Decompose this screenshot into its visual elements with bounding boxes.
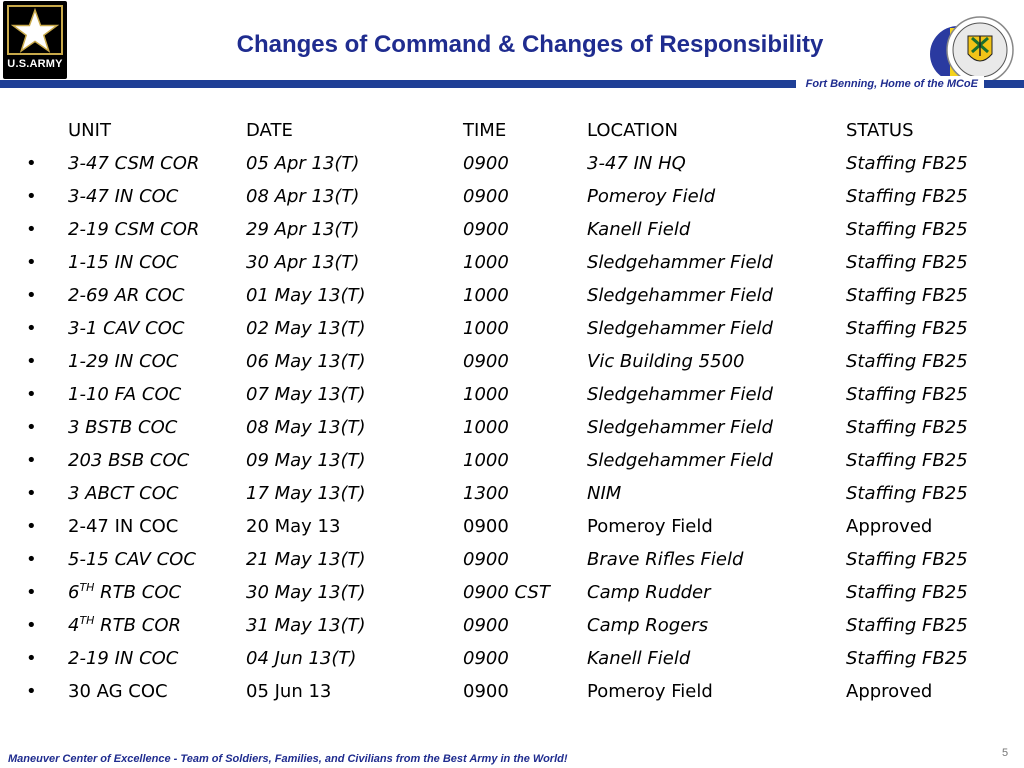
bullet-icon: •: [26, 153, 37, 174]
cell-date: 08 May 13(T): [246, 417, 366, 438]
table-row: [0, 510, 1024, 543]
cell-status: Staffing FB25: [846, 450, 968, 471]
column-header-time: TIME: [463, 120, 507, 141]
cell-unit: 1-29 IN COC: [68, 351, 179, 372]
bullet-icon: •: [26, 681, 37, 702]
cell-location: Pomeroy Field: [587, 186, 716, 207]
cell-date: 21 May 13(T): [246, 549, 366, 570]
bullet-icon: •: [26, 417, 37, 438]
cell-location: 3-47 IN HQ: [587, 153, 686, 174]
cell-unit: 1-10 FA COC: [68, 384, 182, 405]
page-number: 5: [1002, 747, 1009, 759]
cell-status: Staffing FB25: [846, 318, 968, 339]
cell-time: 0900: [463, 219, 509, 240]
cell-time: 1000: [463, 318, 509, 339]
army-star-icon: [10, 7, 60, 53]
cell-location: Kanell Field: [587, 219, 691, 240]
table-row: [0, 477, 1024, 510]
cell-location: Sledgehammer Field: [587, 417, 773, 438]
cell-date: 31 May 13(T): [246, 615, 366, 636]
bullet-icon: •: [26, 615, 37, 636]
cell-date: 09 May 13(T): [246, 450, 366, 471]
cell-date: 04 Jun 13(T): [246, 648, 357, 669]
cell-unit: 1-15 IN COC: [68, 252, 179, 273]
army-logo-label: U.S.ARMY: [7, 58, 63, 70]
table-row: [0, 576, 1024, 609]
cell-status: Staffing FB25: [846, 582, 968, 603]
cell-date: 07 May 13(T): [246, 384, 366, 405]
cell-unit: [68, 576, 181, 609]
cell-unit-ordinal: TH: [79, 614, 95, 627]
cell-unit: 2-69 AR COC: [68, 285, 185, 306]
header-subtitle: Fort Benning, Home of the MCoE: [796, 76, 984, 90]
cell-status: Approved: [846, 516, 933, 537]
header-divider-bar-end: [992, 80, 1024, 88]
cell-unit: 2-47 IN COC: [68, 516, 179, 537]
cell-status: Staffing FB25: [846, 417, 968, 438]
cell-date: 29 Apr 13(T): [246, 219, 360, 240]
cell-time: 0900 CST: [463, 582, 550, 603]
cell-time: 0900: [463, 681, 509, 702]
cell-time: 0900: [463, 648, 509, 669]
cell-unit-number: 4: [68, 615, 80, 636]
cell-location: Camp Rudder: [587, 582, 711, 603]
table-row: [0, 147, 1024, 180]
cell-location: Sledgehammer Field: [587, 285, 773, 306]
bullet-icon: •: [26, 252, 37, 273]
cell-location: Kanell Field: [587, 648, 691, 669]
cell-unit: 3 ABCT COC: [68, 483, 179, 504]
cell-status: Staffing FB25: [846, 384, 968, 405]
cell-status: Staffing FB25: [846, 648, 968, 669]
cell-unit-ordinal: TH: [79, 581, 95, 594]
cell-unit: 3-47 IN COC: [68, 186, 179, 207]
cell-time: 0900: [463, 549, 509, 570]
table-row: [0, 411, 1024, 444]
cell-status: Staffing FB25: [846, 285, 968, 306]
cell-unit: 3-1 CAV COC: [68, 318, 185, 339]
column-header-status: STATUS: [846, 120, 914, 141]
table-row: [0, 279, 1024, 312]
cell-status: Staffing FB25: [846, 252, 968, 273]
cell-time: 1000: [463, 450, 509, 471]
bullet-icon: •: [26, 351, 37, 372]
cell-status: Staffing FB25: [846, 549, 968, 570]
cell-location: Sledgehammer Field: [587, 252, 773, 273]
table-row: [0, 444, 1024, 477]
cell-status: Approved: [846, 681, 933, 702]
table-header-row: [0, 114, 1024, 147]
cell-time: 1000: [463, 417, 509, 438]
cell-date: 20 May 13: [246, 516, 341, 537]
cell-status: Staffing FB25: [846, 186, 968, 207]
bullet-icon: •: [26, 648, 37, 669]
cell-unit-rest: RTB COR: [94, 615, 181, 636]
bullet-icon: •: [26, 450, 37, 471]
cell-time: 0900: [463, 186, 509, 207]
cell-status: Staffing FB25: [846, 483, 968, 504]
cell-location: Vic Building 5500: [587, 351, 745, 372]
cell-status: Staffing FB25: [846, 351, 968, 372]
bullet-icon: •: [26, 384, 37, 405]
cell-status: Staffing FB25: [846, 615, 968, 636]
table-row: [0, 180, 1024, 213]
table-row: [0, 609, 1024, 642]
cell-location: NIM: [587, 483, 622, 504]
bullet-icon: •: [26, 483, 37, 504]
table-row: [0, 543, 1024, 576]
cell-date: 30 May 13(T): [246, 582, 366, 603]
bullet-icon: •: [26, 318, 37, 339]
cell-location: Camp Rogers: [587, 615, 709, 636]
cell-date: 06 May 13(T): [246, 351, 366, 372]
footer-text: Maneuver Center of Excellence - Team of Soldiers, Families, and Civilians from the Best Army in the World!: [8, 753, 568, 765]
table-row: [0, 378, 1024, 411]
cell-time: 1000: [463, 252, 509, 273]
cell-date: 30 Apr 13(T): [246, 252, 360, 273]
cell-time: 0900: [463, 516, 509, 537]
cell-time: 1000: [463, 384, 509, 405]
cell-date: 08 Apr 13(T): [246, 186, 360, 207]
cell-date: 05 Jun 13: [246, 681, 332, 702]
cell-unit: 2-19 IN COC: [68, 648, 179, 669]
cell-unit-rest: RTB COC: [94, 582, 182, 603]
page-title: Changes of Command & Changes of Responsibility: [236, 31, 824, 58]
column-header-location: LOCATION: [587, 120, 678, 141]
table-row: [0, 213, 1024, 246]
cell-location: Sledgehammer Field: [587, 318, 773, 339]
cell-unit: 203 BSB COC: [68, 450, 190, 471]
army-logo: [3, 1, 67, 79]
cell-time: 0900: [463, 351, 509, 372]
bullet-icon: •: [26, 219, 37, 240]
cell-unit: 30 AG COC: [68, 681, 168, 702]
bullet-icon: •: [26, 285, 37, 306]
bullet-icon: •: [26, 582, 37, 603]
table-row: [0, 675, 1024, 708]
cell-date: 17 May 13(T): [246, 483, 366, 504]
column-header-date: DATE: [246, 120, 293, 141]
cell-time: 1300: [463, 483, 509, 504]
bullet-icon: •: [26, 186, 37, 207]
cell-time: 0900: [463, 153, 509, 174]
cell-location: Pomeroy Field: [587, 516, 713, 537]
column-header-unit: UNIT: [68, 120, 111, 141]
cell-unit: 3 BSTB COC: [68, 417, 178, 438]
cell-unit: 5-15 CAV COC: [68, 549, 196, 570]
cell-date: 05 Apr 13(T): [246, 153, 360, 174]
cell-time: 1000: [463, 285, 509, 306]
table-row: [0, 312, 1024, 345]
cell-location: Sledgehammer Field: [587, 384, 773, 405]
bullet-icon: •: [26, 549, 37, 570]
cell-status: Staffing FB25: [846, 153, 968, 174]
cell-unit: 3-47 CSM COR: [68, 153, 200, 174]
bullet-icon: •: [26, 516, 37, 537]
table-row: [0, 642, 1024, 675]
cell-date: 02 May 13(T): [246, 318, 366, 339]
cell-unit: [68, 609, 181, 642]
cell-status: Staffing FB25: [846, 219, 968, 240]
cell-location: Sledgehammer Field: [587, 450, 773, 471]
cell-unit-number: 6: [68, 582, 80, 603]
table-row: [0, 246, 1024, 279]
cell-location: Pomeroy Field: [587, 681, 713, 702]
cell-unit: 2-19 CSM COR: [68, 219, 200, 240]
cell-location: Brave Rifles Field: [587, 549, 744, 570]
cell-date: 01 May 13(T): [246, 285, 366, 306]
cell-time: 0900: [463, 615, 509, 636]
table-row: [0, 345, 1024, 378]
